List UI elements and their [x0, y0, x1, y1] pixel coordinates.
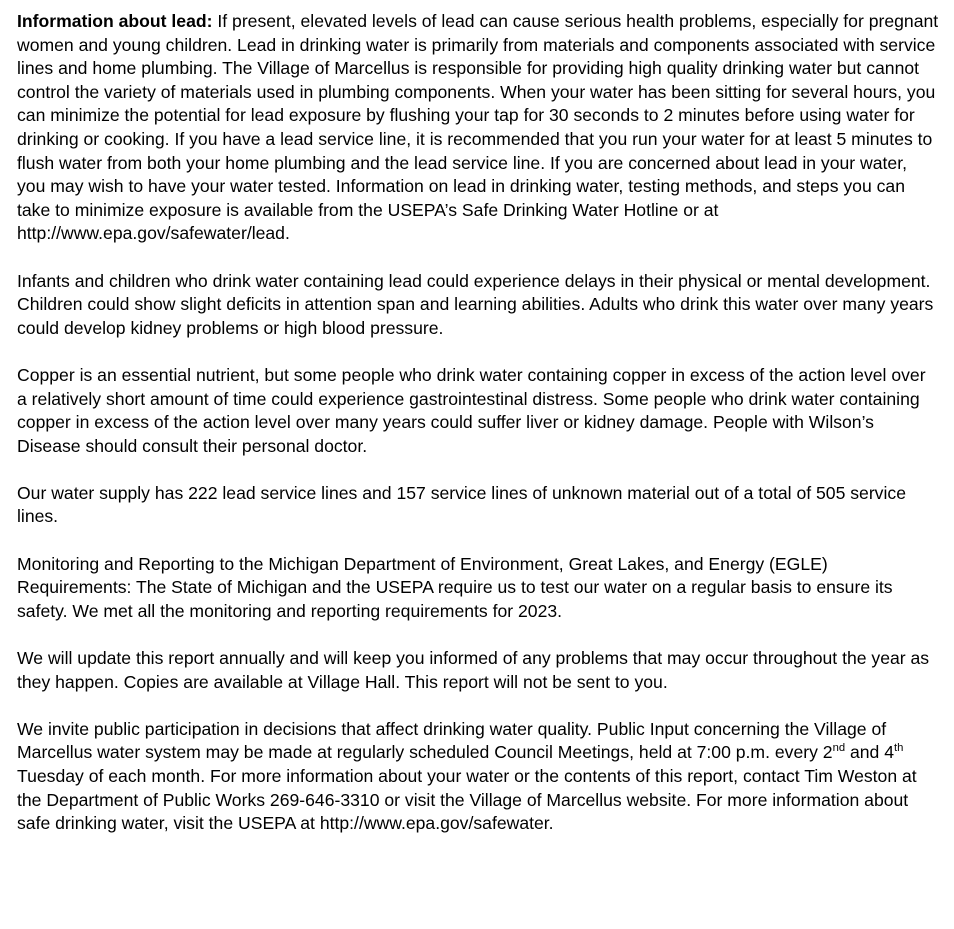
paragraph-monitoring-reporting: Monitoring and Reporting to the Michigan Department of Environment, Great Lakes, and Energy (EGLE) Requirements: The State of Michigan and the USEPA require us to test our water on a regular basis to ensure its safety. We met all the monitoring and reporting requirements for 2023.: [17, 553, 893, 621]
ordinal-superscript-nd: nd: [832, 742, 846, 755]
paragraph-public-participation: [17, 718, 939, 836]
ordinal-superscript-th: th: [894, 742, 904, 755]
public-participation-seg1: We invite public participation in decisions that affect drinking water quality. Public Input concerning the Village of Marcellus water system may be made at regularly scheduled Council Meetings, held at 7:00 p.m. every 2: [17, 718, 887, 763]
public-participation-seg2: and 4: [845, 742, 894, 763]
paragraph-information-about-lead: [17, 10, 939, 246]
lead-section-heading: Information about lead:: [17, 11, 213, 31]
paragraph-annual-report: We will update this report annually and will keep you informed of any problems that may occur throughout the year as they happen. Copies are available at Village Hall. This report will not be sent to you.: [17, 648, 930, 692]
paragraph-infants-children: Infants and children who drink water containing lead could experience delays in their physical or mental development. Children could show slight deficits in attention span and learning abilities. Adults who drink this water over many years could develop kidney problems or high blood pressure.: [17, 270, 934, 338]
lead-section-body: If present, elevated levels of lead can cause serious health problems, especially for pregnant women and young children. Lead in drinking water is primarily from materials and components associated with service lines and home plumbing. The Village of Marcellus is responsible for providing high quality drinking water but cannot control the variety of materials used in plumbing components. When your water has been sitting for several hours, you can minimize the potential for lead exposure by flushing your tap for 30 seconds to 2 minutes before using water for drinking or cooking. If you have a lead service line, it is recommended that you run your water for at least 5 minutes to flush water from both your home plumbing and the lead service line. If you are concerned about lead in your water, you may wish to have your water tested. Information on lead in drinking water, testing methods, and steps you can take to minimize exposure is available from the USEPA’s Safe Drinking Water Hotline or at http://www.epa.gov/safewater/lead.: [17, 11, 939, 244]
public-participation-seg3: Tuesday of each month. For more information about your water or the contents of this report, contact Tim Weston at the Department of Public Works 269-646-3310 or visit the Village of Marcellus website. For more information about safe drinking water, visit the USEPA at http://www.epa.gov/safewater.: [17, 766, 917, 834]
paragraph-copper: Copper is an essential nutrient, but some people who drink water containing copper in excess of the action level over a relatively short amount of time could experience gastrointestinal distress. Some people who drink water containing copper in excess of the action level over many years could suffer liver or kidney damage. People with Wilson’s Disease should consult their personal doctor.: [17, 364, 926, 456]
paragraph-service-lines: Our water supply has 222 lead service lines and 157 service lines of unknown material out of a total of 505 service lines.: [17, 482, 906, 527]
